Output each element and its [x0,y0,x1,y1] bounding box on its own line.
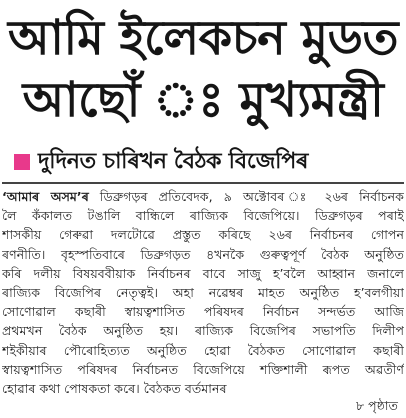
body-line: ৰাজ্যিক বিজেপিৰ নেতৃত্বই। অহা নৱেম্বৰ মাহত অনুষ্ঠিত হ’বলগীয়া [2,284,404,300]
body-line: শাসকীয় গেৰুৱা দলটোৱে প্ৰস্তুত কৰিছে ২৬ৰ নিৰ্বাচনৰ গোপন [2,227,404,243]
bullet-square-icon [14,154,30,170]
body-line: কৰি দলীয় বিষয়ববীয়াক নিৰ্বাচনৰ বাবে সাজু হ’বলৈ আহ্বান জনালে [2,265,404,281]
body-line: হোৱাৰ কথা পোষকতা কৰে। বৈঠকত বৰ্তমানৰ [2,380,227,396]
continued-on-page: ৮ পৃষ্ঠাত [355,398,398,413]
article-body [2,187,404,398]
body-line: প্ৰথমখন বৈঠক অনুষ্ঠিত হয়। ৰাজ্যিক বিজেপিৰ সভাপতি দিলীপ [2,323,404,339]
dateline-source: ‘আমাৰ অসম’ৰ [2,189,89,204]
headline-line-2: আছোঁ ঃ মুখ্যমন্ত্ৰী [22,72,384,128]
body-line: লৈ কঁকালত টঙালি বান্ধিলে ৰাজ্যিক বিজেপিয়ে। ডিব্ৰুগড়ৰ পৰাই [2,208,404,224]
subheadline: দুদিনত চাৰিখন বৈঠক বিজেপিৰ [38,148,309,174]
headline-line-1: আমি ইলেকচন মুডত [8,10,398,66]
body-line: স্বায়ত্বশাসিত পৰিষদৰ নিৰ্বাচনত বিজেপিয়ে শক্তিশালী ৰূপত অৱতীৰ্ণ [2,361,404,377]
divider-rule [2,182,404,184]
body-line: সোণোৱাল কছাৰী স্বায়ত্বশাসিত পৰিষদৰ নিৰ্বাচন সন্দৰ্ভত আজি [2,304,404,320]
body-line: ৰণনীতি। বৃহস্পতিবাৰে ডিব্ৰুগড়ত ৪খনকৈ গুৰুত্বপূৰ্ণ বৈঠক অনুষ্ঠিত [2,246,404,262]
dateline [2,187,404,206]
dateline-rest: ডিব্ৰুগড়ৰ প্ৰতিবেদক, ৯ অক্টোবৰ ঃ ২৬ৰ নিৰ্বাচনক [88,189,404,204]
subheadline-row [14,148,308,176]
body-line: শইকীয়াৰ পৌৰোহিত্যত অনুষ্ঠিত হোৱা বৈঠকত সোণোৱাল কছাৰী [2,342,404,358]
